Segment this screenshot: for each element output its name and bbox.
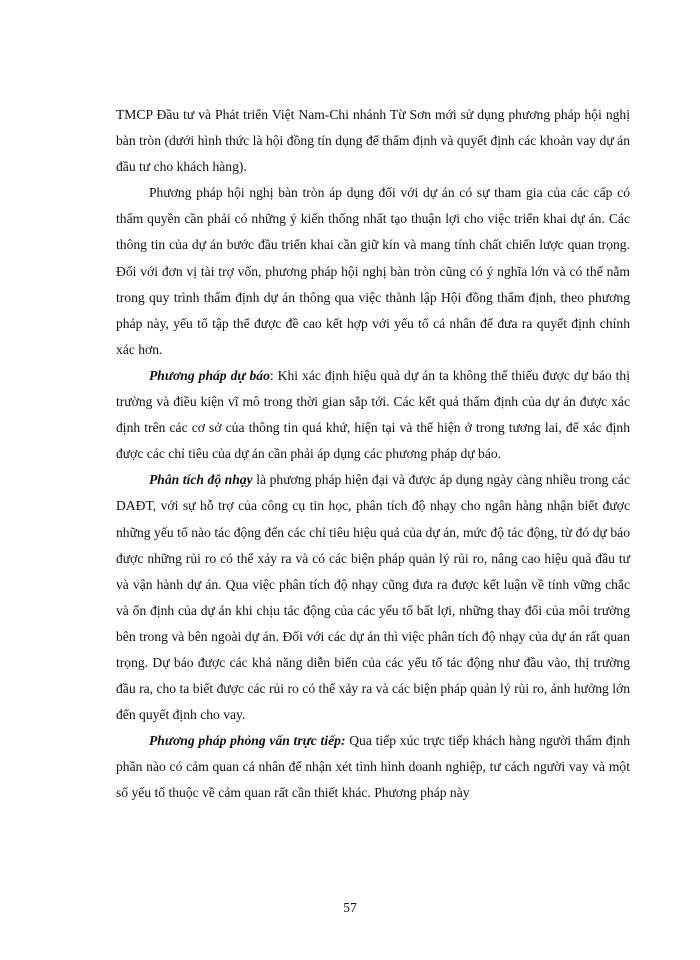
paragraph-round-table-method — [116, 180, 630, 363]
document-body — [116, 102, 630, 807]
term-heading: Phương pháp dự báo — [149, 367, 270, 383]
page-number: 57 — [343, 900, 357, 915]
paragraph-text: là phương pháp hiện đại và được áp dụng ngày càng nhiều trong các DAĐT, với sự hỗ trợ của công cụ tin học, phân tích độ nhạy cho ngân hàng nhận biết được những yếu tố nào tác động đến các chỉ tiêu hiệu quả của dự án, mức độ tác động, từ đó dự báo được những rủi ro có thể xảy ra và có các biện pháp quản lý rủi ro, nâng cao hiệu quả đầu tư và vận hành dự án. Qua việc phân tích độ nhạy cũng đưa ra được kết luận về tính vững chắc và ổn định của dự án khi chịu tác động của các yếu tố bất lợi, những thay đổi của môi trường bên trong và bên ngoài dự án. Đối với các dự án thì việc phân tích độ nhạy của dự án rất quan trọng. Dự báo được các khả năng diễn biến của các yếu tố tác động như đầu vào, thị trường đầu ra, cho ta biết được các rủi ro có thể xảy ra và các biện pháp quản lý rủi ro, ảnh hưởng lớn đến quyết định cho vay. — [116, 472, 630, 723]
term-heading: Phương pháp phỏng vấn trực tiếp: — [149, 733, 346, 749]
paragraph-text: TMCP Đầu tư và Phát triển Việt Nam-Chi nhánh Từ Sơn mới sử dụng phương pháp hội nghị bàn tròn (dưới hình thức là hội đồng tín dụng để thẩm định và quyết định các khoản vay dự án đầu tư cho khách hàng). — [116, 107, 630, 175]
paragraph-sensitivity-analysis — [116, 467, 630, 728]
term-heading: Phân tích độ nhạy — [149, 472, 253, 488]
paragraph-interview-method — [116, 728, 630, 806]
paragraph-continuation — [116, 102, 630, 180]
paragraph-text: Qua tiếp xúc trực tiếp khách hàng người thẩm định phần nào có cảm quan cá nhân để nhận xét tình hình doanh nghiệp, tư cách người vay và một số yếu tố thuộc về cảm quan rất cần thiết khác. Phương pháp này — [116, 733, 630, 801]
paragraph-text: : Khi xác định hiệu quả dự án ta không thể thiếu được dự báo thị trường và điều kiện vĩ mô trong thời gian sắp tới. Các kết quả thẩm định của dự án được xác định trên các cơ sở của thông tin quá khứ, hiện tại và thể hiện ở trong tương lai, để xác định được các chỉ tiêu của dự án cần phải áp dụng các phương pháp dự báo. — [116, 367, 630, 462]
paragraph-text: Phương pháp hội nghị bàn tròn áp dụng đối với dự án có sự tham gia của các cấp có thẩm quyền cần phải có những ý kiến thống nhất tạo thuận lợi cho việc triển khai dự án. Các thông tin của dự án bước đầu triển khai cần giữ kín và mang tính chất chiến lược quan trọng. Đối với đơn vị tài trợ vốn, phương pháp hội nghị bàn tròn cũng có ý nghĩa lớn và có thể nằm trong quy trình thẩm định dự án thông qua việc thành lập Hội đồng thẩm định, theo phương pháp này, yếu tố tập thể được đề cao kết hợp với yếu tố cá nhân để đưa ra quyết định chính xác hơn. — [116, 185, 630, 357]
paragraph-forecast-method — [116, 363, 630, 467]
